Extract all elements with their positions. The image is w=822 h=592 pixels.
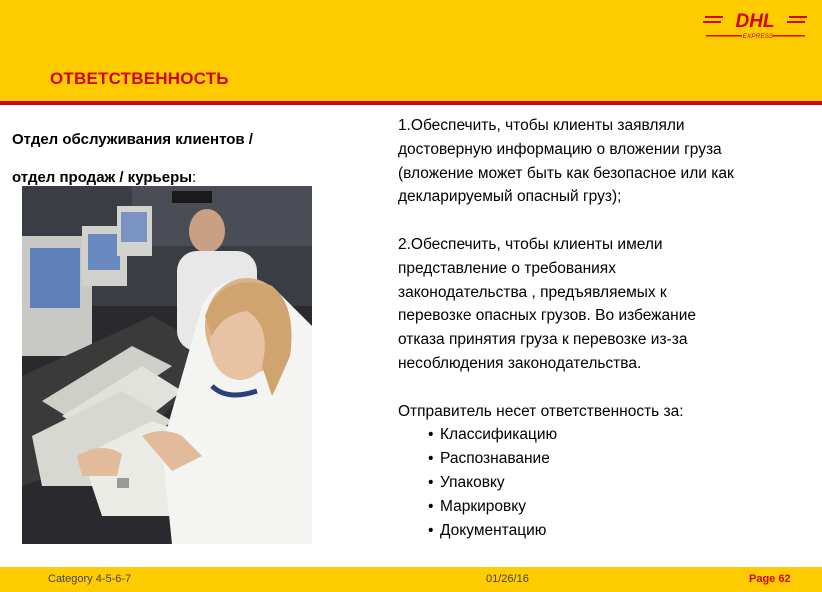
item1-line: достоверную информацию о вложении груза	[398, 140, 722, 158]
call-center-photo	[22, 186, 312, 544]
footer-page-number: Page 62	[749, 573, 791, 585]
responsibilities-text	[398, 114, 803, 542]
section-heading-colon: :	[192, 169, 197, 186]
item2-line: несоблюдения законодательства.	[398, 354, 642, 372]
bullet-icon: •	[428, 521, 434, 539]
dhl-logo	[703, 10, 807, 40]
section-heading-line1: Отдел обслуживания клиентов /	[12, 131, 253, 148]
responsibility-list	[398, 423, 803, 542]
bullet-icon: •	[428, 426, 434, 444]
list-item: • Упаковку	[398, 471, 803, 495]
list-item: • Распознавание	[398, 447, 803, 471]
item2-line: 2.Обеспечить, чтобы клиенты имели	[398, 235, 663, 253]
item1-line: 1.Обеспечить, чтобы клиенты заявляли	[398, 117, 685, 134]
footer-category: Category 4-5-6-7	[48, 573, 132, 585]
item2-line: законодательства , предъявляемых к	[398, 283, 667, 301]
page-title: ОТВЕТСТВЕННОСТЬ	[50, 69, 229, 88]
item2-line: перевозке опасных грузов. Во избежание	[398, 307, 696, 325]
responsibility-intro: Отправитель несет ответственность за:	[398, 402, 684, 420]
bullet-icon: •	[428, 473, 434, 491]
item1-line: (вложение может быть как безопасное или как	[398, 164, 734, 182]
item1-line: декларируемый опасный груз);	[398, 188, 622, 206]
logo-subtext: EXPRESS	[742, 33, 774, 40]
bullet-icon: •	[428, 497, 434, 515]
item2-line: представление о требованиях	[398, 259, 616, 277]
footer-bar	[0, 567, 822, 592]
header-divider	[0, 101, 822, 105]
list-item: • Документацию	[398, 519, 803, 543]
logo-text: DHL	[735, 11, 775, 32]
item2-line: отказа принятия груза к перевозке из-за	[398, 331, 688, 349]
section-heading-line2-bold: отдел продаж / курьеры	[12, 169, 193, 186]
footer-date: 01/26/16	[486, 573, 529, 585]
list-item: • Маркировку	[398, 495, 803, 519]
bullet-icon: •	[428, 450, 434, 468]
list-item: • Классификацию	[398, 423, 803, 447]
